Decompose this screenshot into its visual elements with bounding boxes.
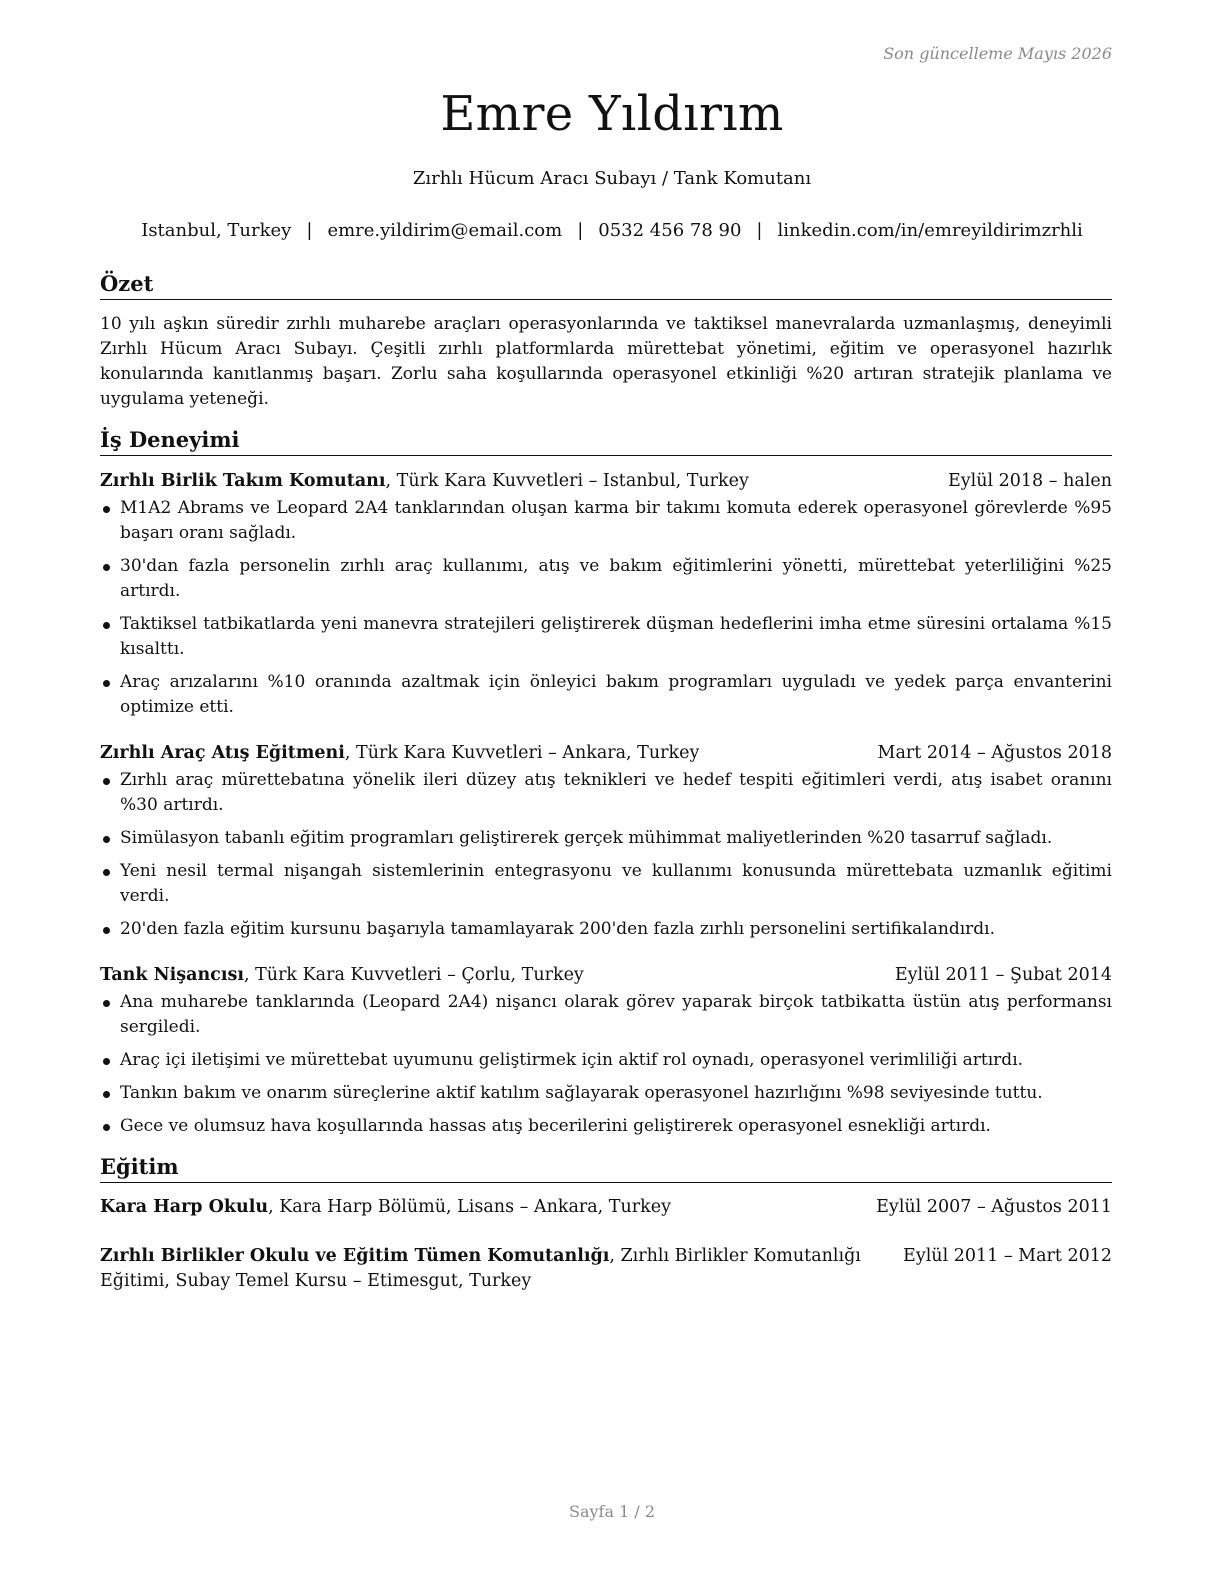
contact-separator: | <box>756 220 763 241</box>
education-detail: , Zırhlı Birlikler Komutanlığı Eğitimi, Subay Temel Kursu – Etimesgut, Turkey <box>100 1246 861 1291</box>
job-bullet-text: 30'dan fazla personelin zırhlı araç kullanımı, atış ve bakım eğitimlerini yönetti, mürettebat yeterliliğini %25 artırdı. <box>120 556 1112 601</box>
job-bullet <box>100 826 1112 851</box>
resume-content <box>100 270 1112 1318</box>
job-bullet-text: Yeni nesil termal nişangah sistemlerinin entegrasyonu ve kullanımı konusunda mürettebata uzmanlık eğitimi verdi. <box>120 861 1112 906</box>
job-bullet-text: 20'den fazla eğitim kursunu başarıyla tamamlayarak 200'den fazla zırhlı personelini sertifikalandırdı. <box>120 919 995 939</box>
job-role-line <box>100 740 699 766</box>
summary-heading: Özet <box>100 270 1112 300</box>
job-bullet <box>100 612 1112 662</box>
education-detail: , Kara Harp Bölümü, Lisans – Ankara, Turkey <box>268 1197 671 1217</box>
contact-line <box>0 220 1224 241</box>
bullet-icon <box>103 506 110 513</box>
bullet-icon <box>103 869 110 876</box>
education-dates: Eylül 2007 – Ağustos 2011 <box>876 1197 1112 1217</box>
last-updated-note: Son güncelleme Mayıs 2026 <box>883 44 1112 63</box>
job-entry <box>100 468 1112 720</box>
education-description <box>100 1244 890 1294</box>
bullet-icon <box>103 927 110 934</box>
job-header <box>100 962 1112 988</box>
job-bullet-text: Tankın bakım ve onarım süreçlerine aktif katılım sağlayarak operasyonel hazırlığını %98 seviyesinde tuttu. <box>120 1083 1043 1103</box>
bullet-icon <box>103 1124 110 1131</box>
job-bullet-text: Gece ve olumsuz hava koşullarında hassas atış becerilerini geliştirerek operasyonel esnekliği artırdı. <box>120 1116 991 1136</box>
education-section <box>100 1153 1112 1294</box>
job-bullet <box>100 1114 1112 1139</box>
bullet-icon <box>103 1000 110 1007</box>
bullet-icon <box>103 564 110 571</box>
job-bullet <box>100 554 1112 604</box>
experience-section <box>100 426 1112 1139</box>
job-bullet <box>100 859 1112 909</box>
job-bullet-text: Taktiksel tatbikatlarda yeni manevra stratejileri geliştirerek düşman hedeflerini imha etme süresini ortalama %15 kısalttı. <box>120 614 1112 659</box>
contact-email[interactable]: emre.yildirim@email.com <box>327 220 563 241</box>
bullet-icon <box>103 1091 110 1098</box>
job-bullets <box>100 496 1112 720</box>
contact-separator: | <box>306 220 313 241</box>
job-organization: , Türk Kara Kuvvetleri – Istanbul, Turkey <box>385 471 749 491</box>
education-entry <box>100 1244 1112 1294</box>
job-bullet-text: Simülasyon tabanlı eğitim programları geliştirerek gerçek mühimmat maliyetlerinden %20 tasarruf sağladı. <box>120 828 1053 848</box>
contact-separator: | <box>577 220 584 241</box>
job-bullet <box>100 496 1112 546</box>
bullet-icon <box>103 622 110 629</box>
job-bullet <box>100 917 1112 942</box>
job-bullet-text: Zırhlı araç mürettebatına yönelik ileri düzey atış teknikleri ve hedef tespiti eğitimleri verdi, atış isabet oranını %30 artırdı. <box>120 770 1112 815</box>
job-title: Zırhlı Birlik Takım Komutanı <box>100 471 386 491</box>
job-dates: Mart 2014 – Ağustos 2018 <box>877 743 1112 763</box>
education-entry <box>100 1195 1112 1220</box>
job-header <box>100 740 1112 766</box>
job-bullets <box>100 768 1112 942</box>
job-dates: Eylül 2018 – halen <box>947 471 1112 491</box>
contact-location: Istanbul, Turkey <box>141 220 292 241</box>
education-description <box>100 1195 671 1220</box>
job-dates: Eylül 2011 – Şubat 2014 <box>894 965 1112 985</box>
job-header <box>100 468 1112 494</box>
job-organization: , Türk Kara Kuvvetleri – Ankara, Turkey <box>344 743 700 763</box>
job-bullet <box>100 768 1112 818</box>
job-bullet-text: Araç arızalarını %10 oranında azaltmak için önleyici bakım programları uyguladı ve yedek parça envanterini optimize etti. <box>120 672 1112 717</box>
job-bullet <box>100 1081 1112 1106</box>
summary-section <box>100 270 1112 412</box>
education-institution: Zırhlı Birlikler Okulu ve Eğitim Tümen Komutanlığı <box>100 1246 610 1266</box>
experience-heading: İş Deneyimi <box>100 426 1112 456</box>
job-role-line <box>100 962 584 988</box>
education-institution: Kara Harp Okulu <box>100 1197 269 1217</box>
contact-linkedin[interactable]: linkedin.com/in/emreyildirimzrhli <box>777 220 1083 241</box>
bullet-icon <box>103 1058 110 1065</box>
job-bullet <box>100 990 1112 1040</box>
candidate-name: Emre Yıldırım <box>440 86 784 142</box>
job-entry <box>100 962 1112 1139</box>
education-dates: Eylül 2011 – Mart 2012 <box>903 1246 1112 1266</box>
summary-text: 10 yılı aşkın süredir zırhlı muharebe araçları operasyonlarında ve taktiksel manevralarda uzmanlaşmış, deneyimli Zırhlı Hücum Aracı Subayı. Çeşitli zırhlı platformlarda mürettebat yönetimi, eğitim ve operasyonel hazırlık konularında kanıtlanmış başarı. Zorlu saha koşullarında operasyonel etkinliği %20 artıran stratejik planlama ve uygulama yeteneği. <box>100 314 1112 409</box>
job-role-line <box>100 468 749 494</box>
bullet-icon <box>103 680 110 687</box>
job-bullets <box>100 990 1112 1139</box>
job-bullet-text: Ana muharebe tanklarında (Leopard 2A4) nişancı olarak görev yaparak birçok tatbikatta üstün atış performansı sergiledi. <box>120 992 1112 1037</box>
job-entry <box>100 740 1112 942</box>
job-bullet <box>100 1048 1112 1073</box>
contact-phone: 0532 456 78 90 <box>598 220 742 241</box>
job-bullet <box>100 670 1112 720</box>
bullet-icon <box>103 836 110 843</box>
bullet-icon <box>103 778 110 785</box>
education-heading: Eğitim <box>100 1153 1112 1183</box>
job-bullet-text: Araç içi iletişimi ve mürettebat uyumunu geliştirmek için aktif rol oynadı, operasyonel verimliliği artırdı. <box>120 1050 1024 1070</box>
job-title: Tank Nişancısı <box>100 965 244 985</box>
page-number: Sayfa 1 / 2 <box>568 1502 655 1521</box>
job-title: Zırhlı Araç Atış Eğitmeni <box>100 743 345 763</box>
job-organization: , Türk Kara Kuvvetleri – Çorlu, Turkey <box>244 965 584 985</box>
job-bullet-text: M1A2 Abrams ve Leopard 2A4 tanklarından oluşan karma bir takımı komuta ederek operasyonel görevlerde %95 başarı oranı sağladı. <box>120 498 1112 543</box>
job-title-subtitle: Zırhlı Hücum Aracı Subayı / Tank Komutanı <box>412 168 812 189</box>
